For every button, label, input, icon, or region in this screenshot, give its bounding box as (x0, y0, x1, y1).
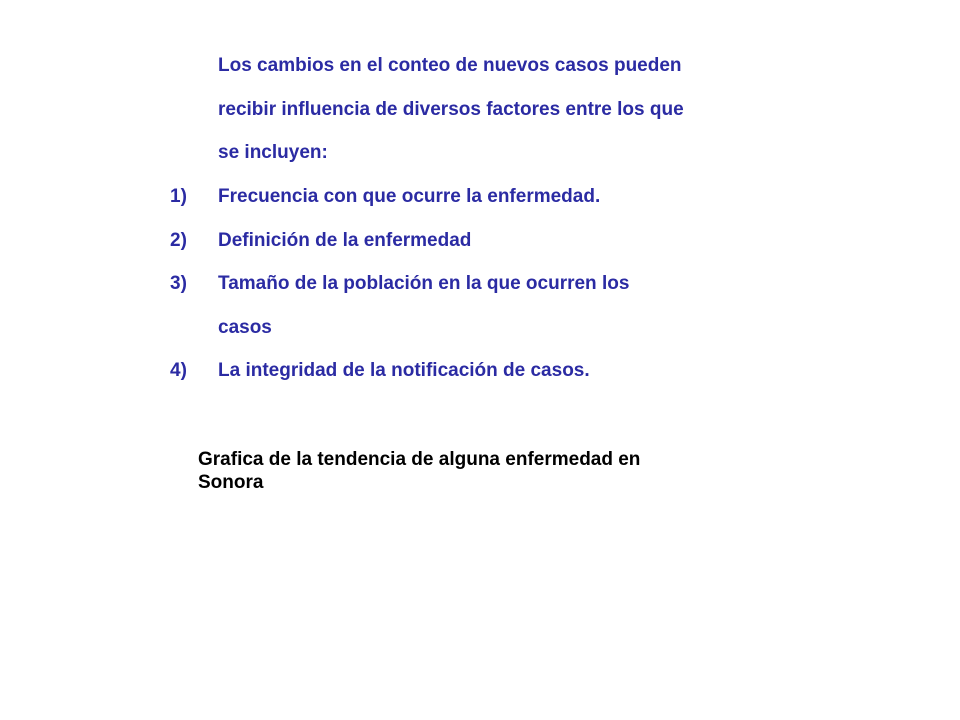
intro-line: se incluyen: (218, 142, 328, 163)
list-item-text (218, 349, 790, 393)
list-item-line: casos (218, 316, 272, 338)
list-item (170, 349, 790, 393)
list-item-line: Frecuencia con que ocurre la enfermedad. (218, 186, 601, 207)
list-item-line: Tamaño de la población en la que ocurren los (218, 273, 630, 294)
list-item-text (218, 219, 790, 263)
intro-line: recibir influencia de diversos factores entre los que (218, 98, 684, 120)
list-item (170, 219, 790, 263)
caption-line: Sonora (198, 472, 264, 493)
list-item-number: 3) (170, 273, 187, 294)
list-item-number: 4) (170, 360, 187, 381)
intro-paragraph (218, 44, 778, 175)
list-item-number: 1) (170, 186, 187, 207)
intro-line: Los cambios en el conteo de nuevos casos pueden (218, 55, 682, 76)
list-item-line: La integridad de la notificación de casos. (218, 360, 590, 381)
list-item (170, 262, 790, 349)
list-item-line: Definición de la enfermedad (218, 229, 472, 251)
chart-caption (198, 448, 758, 494)
list-item-text (218, 175, 790, 219)
factors-list (170, 175, 790, 393)
caption-line: Grafica de la tendencia de alguna enfermedad en (198, 449, 641, 470)
list-item (170, 175, 790, 219)
list-item-text (218, 262, 790, 349)
list-item-number: 2) (170, 229, 187, 251)
